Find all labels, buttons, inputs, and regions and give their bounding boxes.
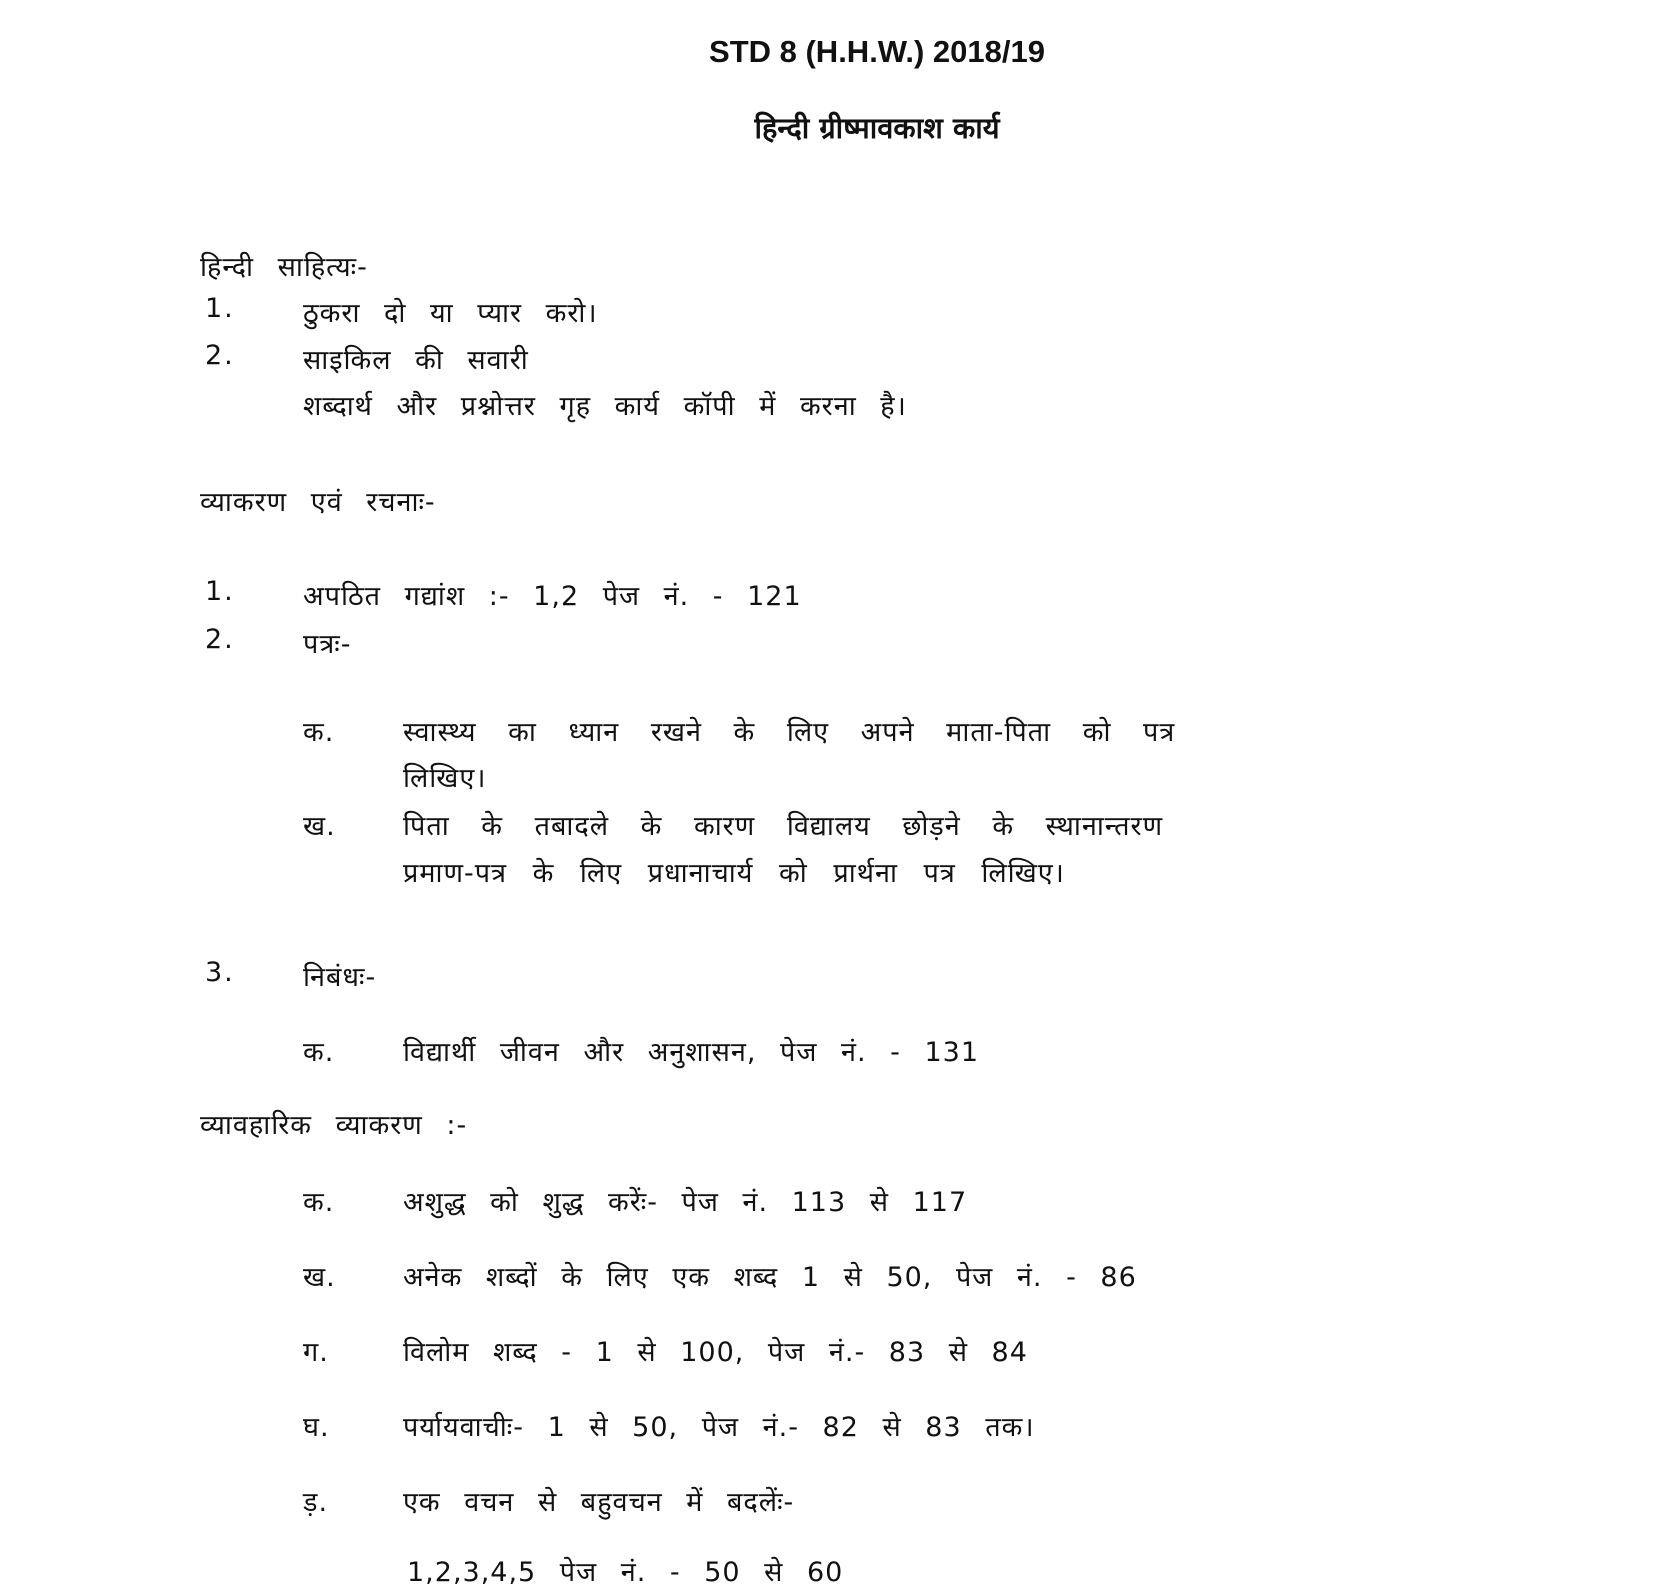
grammar-item-text: अनेक शब्दों के लिए एक शब्द 1 से 50, पेज नं. - 86 <box>403 1262 1137 1293</box>
letter-item-line: लिखिए। <box>403 763 487 794</box>
vyavaharik-heading: व्यावहारिक व्याकरण :- <box>200 1110 468 1141</box>
grammar-last-line: 1,2,3,4,5 पेज नं. - 50 से 60 <box>407 1557 844 1588</box>
vyakaran-item-text: निबंधः- <box>303 962 377 993</box>
page-title: STD 8 (H.H.W.) 2018/19 <box>709 34 1045 69</box>
letter-item-line: प्रमाण-पत्र के लिए प्रधानाचार्य को प्रार्थना पत्र लिखिए। <box>403 858 1065 889</box>
vyakaran-item-number: 2. <box>205 624 235 655</box>
grammar-item-mark: घ. <box>303 1412 330 1443</box>
sahitya-item-text: साइकिल की सवारी <box>303 345 529 376</box>
sahitya-note: शब्दार्थ और प्रश्नोत्तर गृह कार्य कॉपी में करना है। <box>303 391 907 422</box>
vyakaran-item-text: अपठित गद्यांश :- 1,2 पेज नं. - 121 <box>303 581 802 612</box>
sahitya-item-number: 2. <box>205 340 235 371</box>
grammar-item-mark: ख. <box>303 1262 336 1293</box>
grammar-item-mark: क. <box>303 1187 335 1218</box>
page-subtitle: हिन्दी ग्रीष्मावकाश कार्य <box>754 111 1000 145</box>
sahitya-item-number: 1. <box>205 293 235 324</box>
letter-item-mark: ख. <box>303 811 336 842</box>
vyakaran-item-number: 1. <box>205 576 235 607</box>
vyakaran-heading: व्याकरण एवं रचनाः- <box>200 487 436 518</box>
grammar-item-mark: ग. <box>303 1337 329 1368</box>
grammar-item-text: अशुद्ध को शुद्ध करेंः- पेज नं. 113 से 117 <box>403 1187 968 1218</box>
vyakaran-item-text: पत्रः- <box>303 629 352 660</box>
grammar-item-text: एक वचन से बहुवचन में बदलेंः- <box>403 1487 795 1518</box>
letter-item-line: स्वास्थ्य का ध्यान रखने के लिए अपने माता-पिता को पत्र <box>403 717 1176 748</box>
letter-item-mark: क. <box>303 717 335 748</box>
grammar-item-text: विलोम शब्द - 1 से 100, पेज नं.- 83 से 84 <box>403 1337 1028 1368</box>
grammar-item-mark: ड़. <box>303 1487 329 1518</box>
letter-item-line: पिता के तबादले के कारण विद्यालय छोड़ने के स्थानान्तरण <box>403 811 1164 842</box>
essay-item-mark: क. <box>303 1037 335 1068</box>
sahitya-heading: हिन्दी साहित्यः- <box>200 252 368 283</box>
vyakaran-item-number: 3. <box>205 957 235 988</box>
sahitya-item-text: ठुकरा दो या प्यार करो। <box>303 298 598 329</box>
grammar-item-text: पर्यायवाचीः- 1 से 50, पेज नं.- 82 से 83 तक। <box>403 1412 1035 1443</box>
essay-item-text: विद्यार्थी जीवन और अनुशासन, पेज नं. - 131 <box>403 1037 980 1068</box>
